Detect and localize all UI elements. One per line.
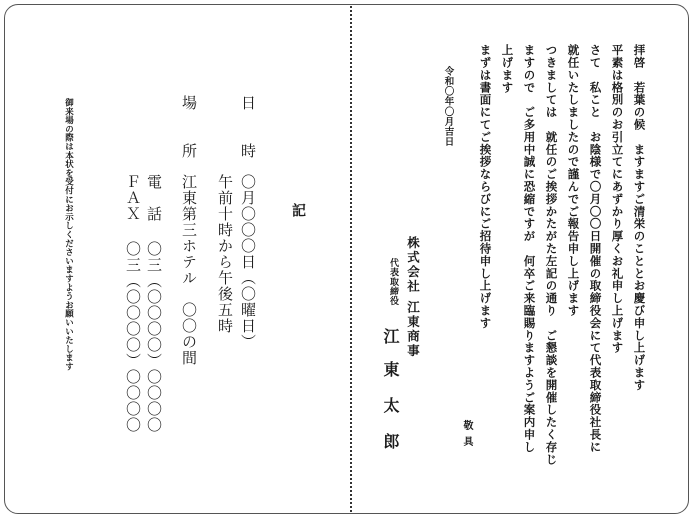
letter-line-6: ますので ご多用中誠に恐縮ですが 何卒ご来臨賜りますようご案内申し (522, 44, 537, 454)
letter-line-2: 平素は格別のお引立てにあずかり厚くお礼申し上げます (610, 44, 625, 354)
fax-value: 〇三（〇〇〇〇）〇〇〇〇 (124, 241, 142, 433)
letter-line-5: つきましては 就任のご挨拶かたがた左記の通り ご懇談を開催したく存じ (544, 44, 559, 466)
place-label: 場 所 (180, 95, 198, 159)
letter-line-8: まずは書面にてご挨拶ならびにご招待申し上げます (478, 44, 493, 330)
letter-line-1: 拝啓 若葉の候 ますますご清栄のこととお慶び申し上げます (632, 44, 647, 392)
tel-label: 電 話 (145, 174, 163, 222)
letter-line-7: 上げます (500, 44, 515, 94)
ki-heading: 記 (290, 203, 306, 217)
representative-title: 代表取締役 (388, 258, 398, 306)
company-name: 株式会社 江東商事 (405, 236, 421, 359)
closing-keigu: 敬具 (461, 420, 472, 452)
representative-name-char-1: 江 (381, 328, 400, 344)
place-value: 江東第三ホテル 〇〇の間 (180, 174, 198, 366)
letter-line-3: さて 私こと お陰様で〇月〇〇日開催の取締役会にて代表取締役社長に (588, 44, 603, 454)
date-value: 〇月〇〇〇日（〇曜日） (239, 174, 257, 350)
letter-date: 令和〇年〇月吉日 (442, 66, 454, 147)
fax-label: ＦＡＸ (124, 174, 142, 222)
tel-value: 〇三（〇〇〇〇）〇〇〇〇 (145, 241, 163, 433)
invitation-card (4, 4, 689, 514)
representative-name-char-2: 東 (381, 361, 400, 377)
letter-line-4: 就任いたしましたので謹んでご報告申し上げます (566, 44, 581, 317)
time-value: 午前十時から午後五時 (216, 174, 234, 334)
attendance-note: 御来場の際は本状を受付にお示しくださいますようお願いいたします (63, 98, 74, 371)
fold-line (350, 6, 352, 512)
representative-name-char-3: 太 (381, 397, 400, 413)
representative-name-char-4: 郎 (381, 433, 400, 449)
datetime-label: 日 時 (239, 95, 257, 159)
